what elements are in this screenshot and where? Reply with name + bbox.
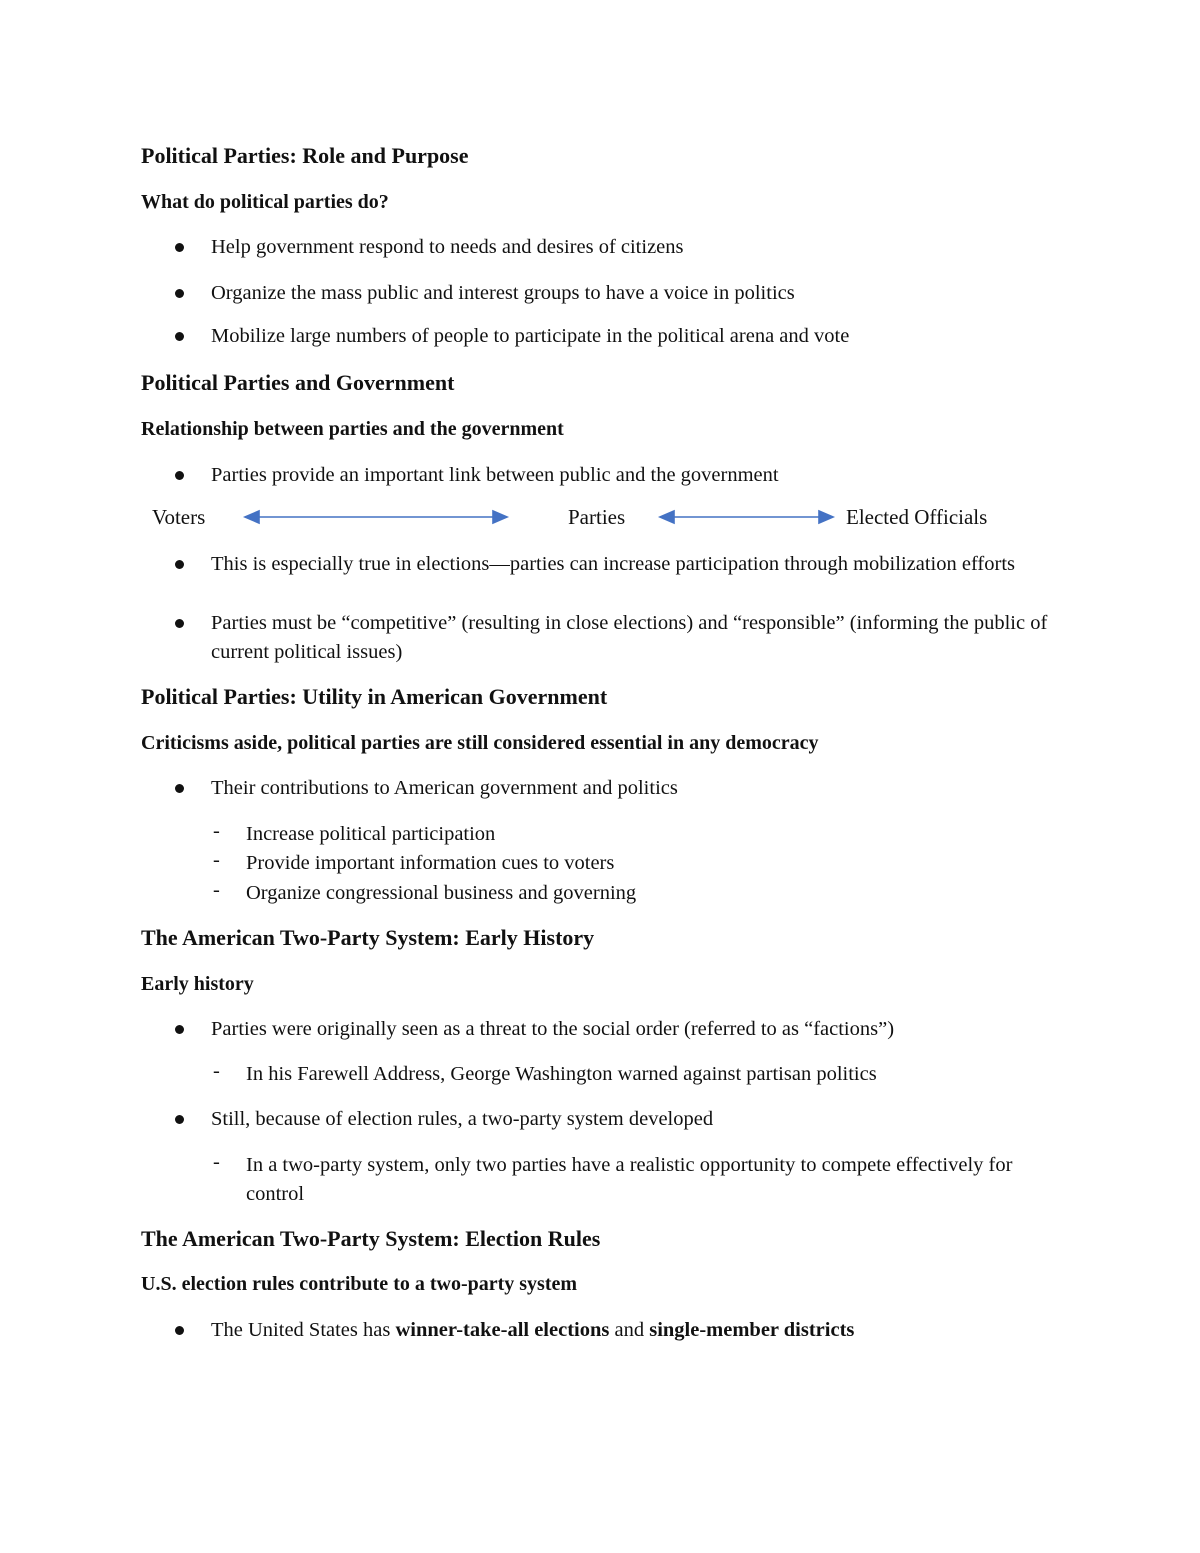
dash-marker: - <box>213 1151 220 1173</box>
section-subheading: Early history <box>141 973 254 995</box>
list-item: Parties were originally seen as a threat to the social order (referred to as “factions”) <box>211 1018 895 1040</box>
relationship-arrows <box>141 0 1061 600</box>
section-heading: The American Two-Party System: Election Rules <box>141 1226 601 1251</box>
list-item-text: and <box>609 1319 650 1341</box>
bullet-icon <box>175 560 184 569</box>
sub-list-item: Provide important information cues to voters <box>246 852 615 874</box>
bullet-icon <box>175 1025 184 1034</box>
list-item: Help government respond to needs and desires of citizens <box>211 236 684 258</box>
list-item: Organize the mass public and interest groups to have a voice in politics <box>211 282 795 304</box>
dash-marker: - <box>213 879 220 901</box>
section-subheading: U.S. election rules contribute to a two-party system <box>141 1273 578 1295</box>
bullet-icon <box>175 784 184 793</box>
flow-label-parties: Parties <box>568 505 626 529</box>
sub-list-item: Increase political participation <box>246 823 496 845</box>
flow-label-elected-officials: Elected Officials <box>846 505 988 529</box>
section-subheading: What do political parties do? <box>141 191 389 213</box>
sub-list-item: In his Farewell Address, George Washington warned against partisan politics <box>246 1063 877 1085</box>
section-heading: The American Two-Party System: Early History <box>141 925 595 950</box>
section-subheading: Relationship between parties and the government <box>141 418 564 440</box>
section-heading: Political Parties: Utility in American Government <box>141 684 608 709</box>
bold-term: single-member districts <box>649 1319 855 1341</box>
list-item: Parties must be “competitive” (resulting in close elections) and “responsible” (informing the public of current political issues) <box>211 612 1048 663</box>
arrow-head-right-icon <box>819 511 833 523</box>
list-item: Mobilize large numbers of people to participate in the political arena and vote <box>211 325 850 347</box>
list-item: This is especially true in elections—parties can increase participation through mobilization efforts <box>211 553 1015 575</box>
list-item: Their contributions to American government and politics <box>211 777 678 799</box>
bullet-icon <box>175 619 184 628</box>
arrow-head-left-icon <box>660 511 674 523</box>
bold-term: winner-take-all elections <box>395 1319 610 1341</box>
list-item: Still, because of election rules, a two-party system developed <box>211 1108 714 1130</box>
arrow-head-left-icon <box>245 511 259 523</box>
list-item <box>211 1316 1061 1345</box>
dash-marker: - <box>213 820 220 842</box>
section-subheading: Criticisms aside, political parties are still considered essential in any democracy <box>141 732 819 754</box>
bullet-icon <box>175 1326 184 1335</box>
sub-list-item: Organize congressional business and governing <box>246 882 637 904</box>
arrow-head-right-icon <box>493 511 507 523</box>
flow-label-voters: Voters <box>152 505 206 529</box>
list-item: Parties provide an important link between public and the government <box>211 464 779 486</box>
bullet-icon <box>175 1115 184 1124</box>
section-heading: Political Parties: Role and Purpose <box>141 143 469 168</box>
dash-marker: - <box>213 849 220 871</box>
section-heading: Political Parties and Government <box>141 370 455 395</box>
list-item-text: The United States has <box>211 1319 396 1341</box>
dash-marker: - <box>213 1060 220 1082</box>
sub-list-item: In a two-party system, only two parties have a realistic opportunity to compete effectively for control <box>246 1154 1013 1205</box>
